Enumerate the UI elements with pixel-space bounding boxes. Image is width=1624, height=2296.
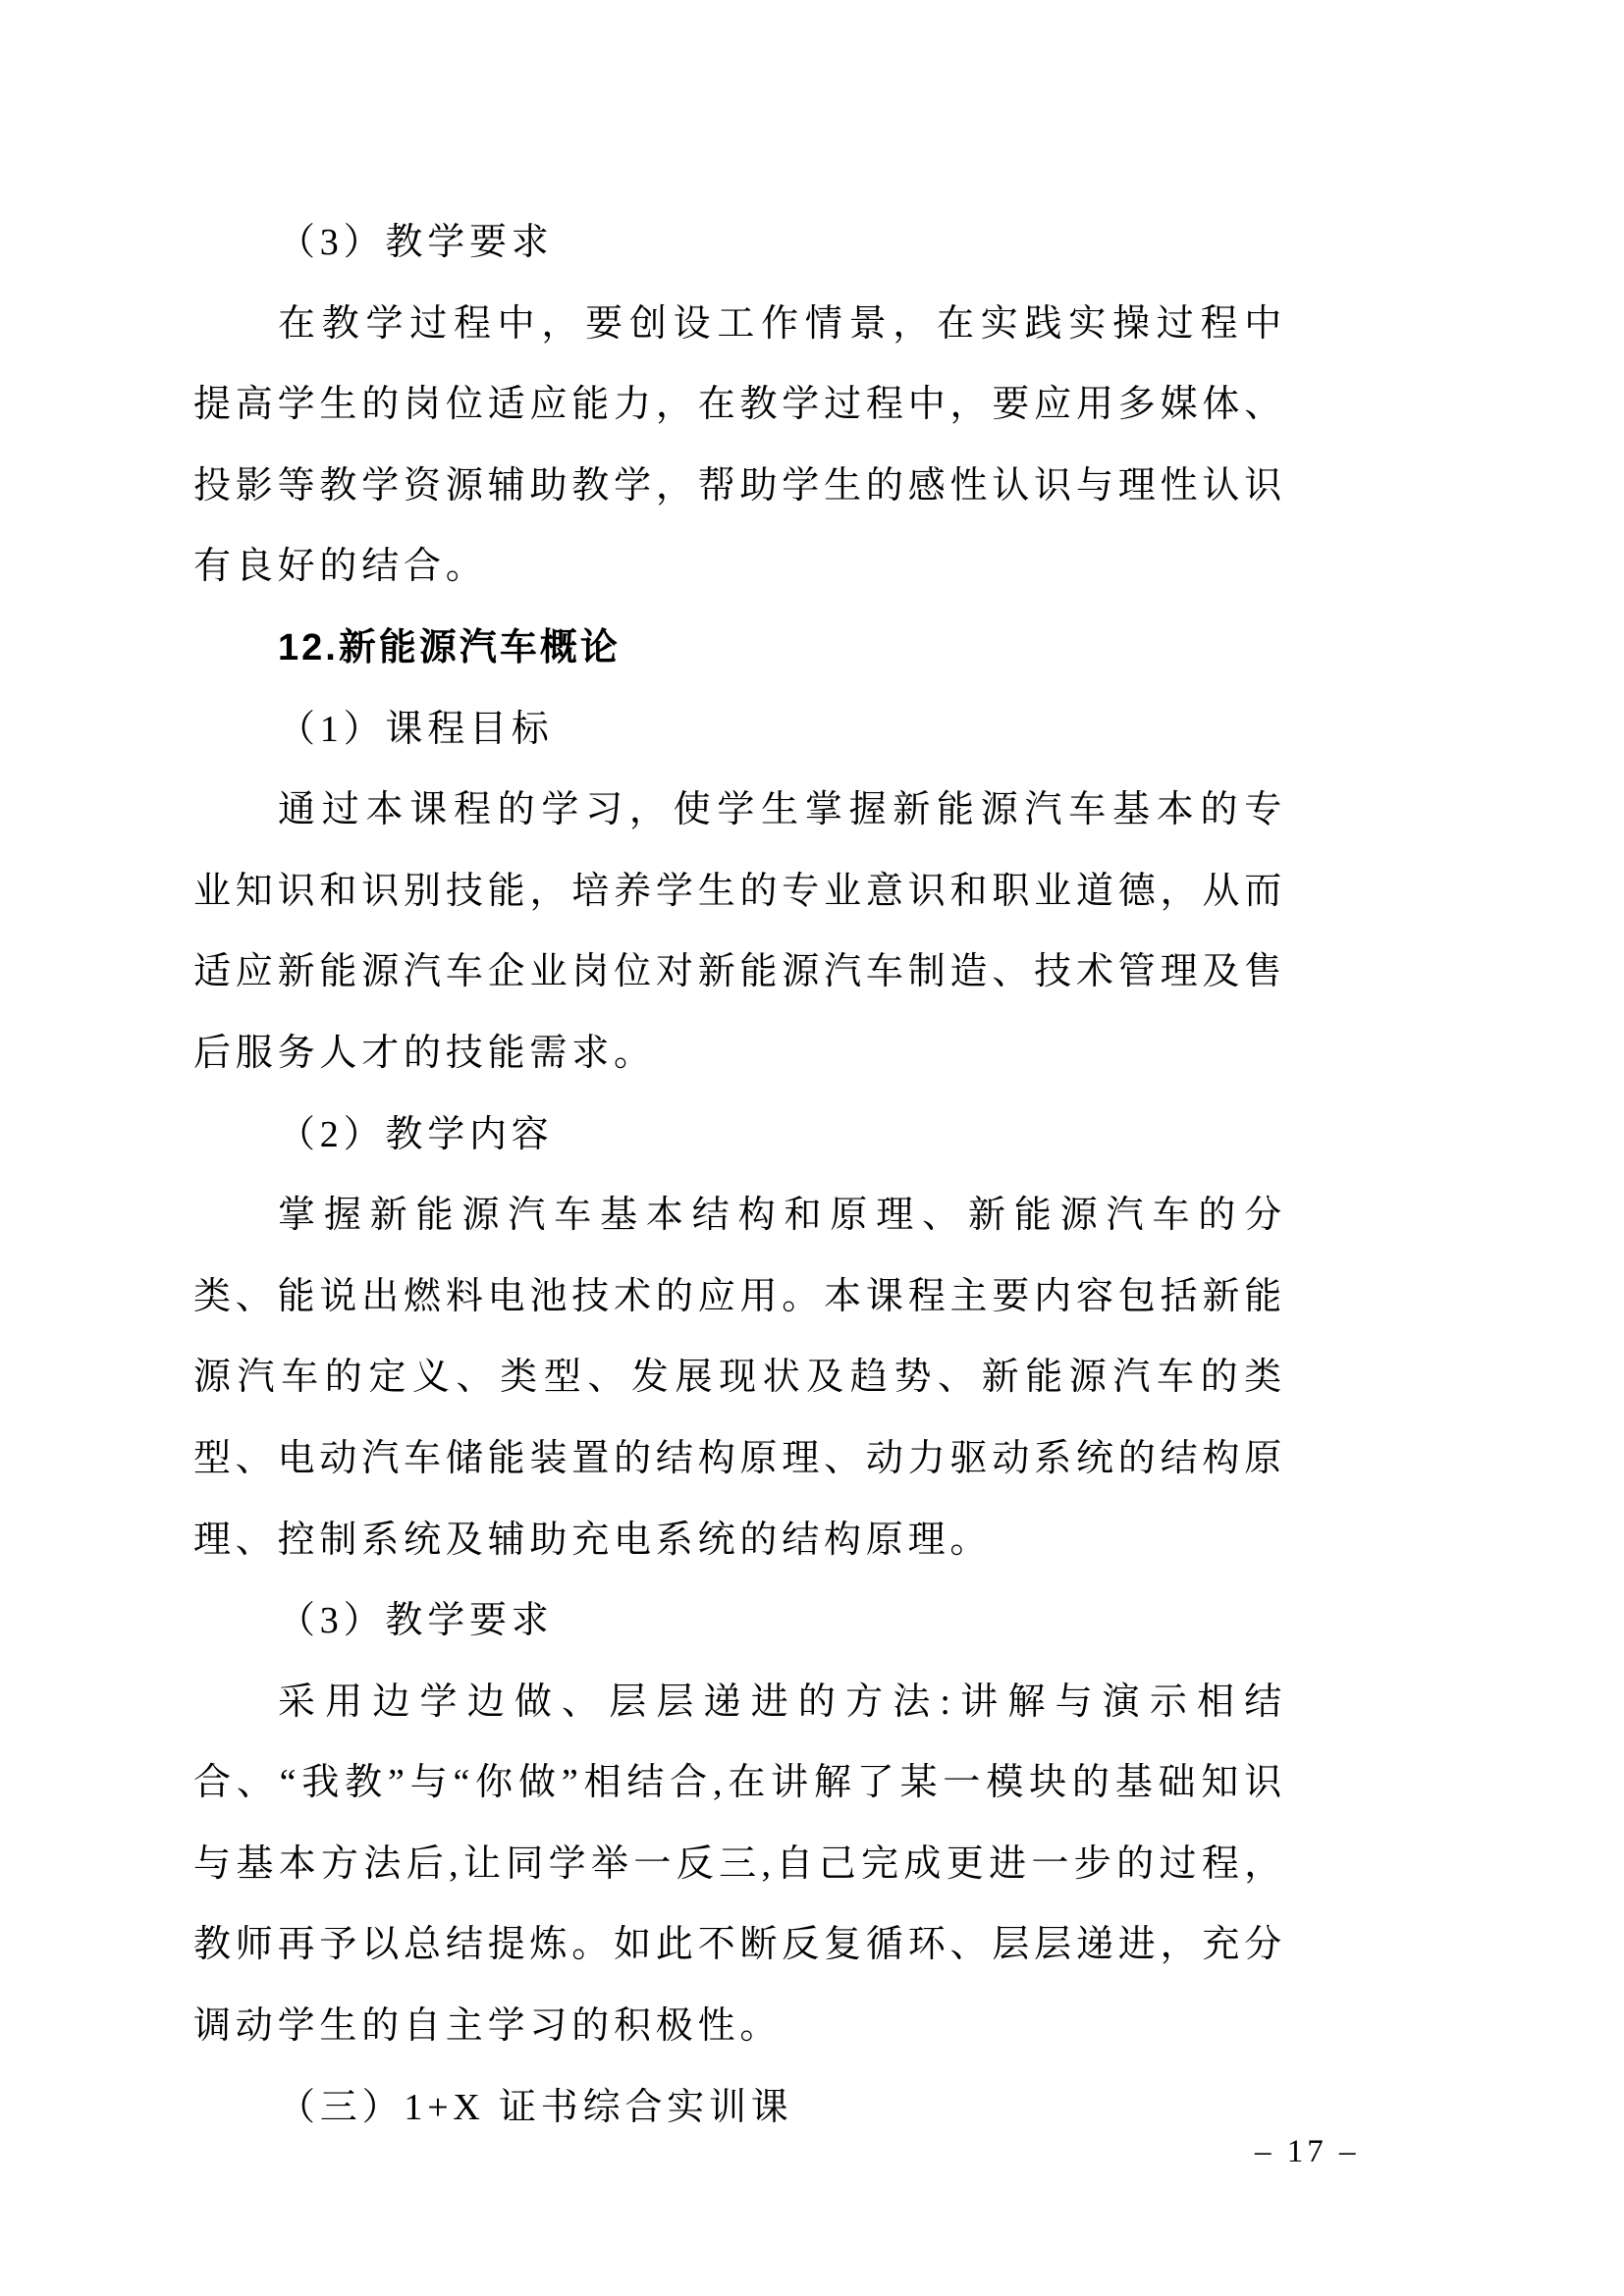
paragraph-teaching-content: 掌握新能源汽车基本结构和原理、新能源汽车的分类、能说出燃料电池技术的应用。本课程主要内容包括新能源汽车的定义、类型、发展现状及趋势、新能源汽车的类型、电动汽车储能装置的结构原理、动力驱动系统的结构原理、控制系统及辅助充电系统的结构原理。 <box>193 1195 1286 1561</box>
paragraph-teaching-requirements-prev: 在教学过程中，要创设工作情景，在实践实操过程中提高学生的岗位适应能力，在教学过程中，要应用多媒体、投影等教学资源辅助教学，帮助学生的感性认识与理性认识有良好的结合。 <box>193 302 1286 588</box>
document-body <box>193 202 1286 2148</box>
heading-section-3-1x-certificate: （三）1+X 证书综合实训课 <box>278 2086 793 2128</box>
page-number: – 17 – <box>1255 2134 1360 2169</box>
paragraph-course-objectives: 通过本课程的学习，使学生掌握新能源汽车基本的专业知识和识别技能，培养学生的专业意识和职业道德，从而适应新能源汽车企业岗位对新能源汽车制造、技术管理及售后服务人才的技能需求。 <box>193 789 1286 1074</box>
paragraph-teaching-requirements: 采用边学边做、层层递进的方法:讲解与演示相结合、“我教”与“你做”相结合,在讲解了某一模块的基础知识与基本方法后,让同学举一反三,自己完成更进一步的过程，教师再予以总结提炼。如此不断反复循环、层层递进，充分调动学生的自主学习的积极性。 <box>193 1681 1286 2048</box>
subheading-course-objectives: （1）课程目标 <box>278 708 554 750</box>
subheading-teaching-requirements: （3）教学要求 <box>278 1600 554 1642</box>
subheading-teaching-content: （2）教学内容 <box>278 1113 554 1155</box>
subheading-teaching-requirements-prev: （3）教学要求 <box>278 222 554 263</box>
heading-course-12-nev-introduction: 12.新能源汽车概论 <box>278 626 621 668</box>
